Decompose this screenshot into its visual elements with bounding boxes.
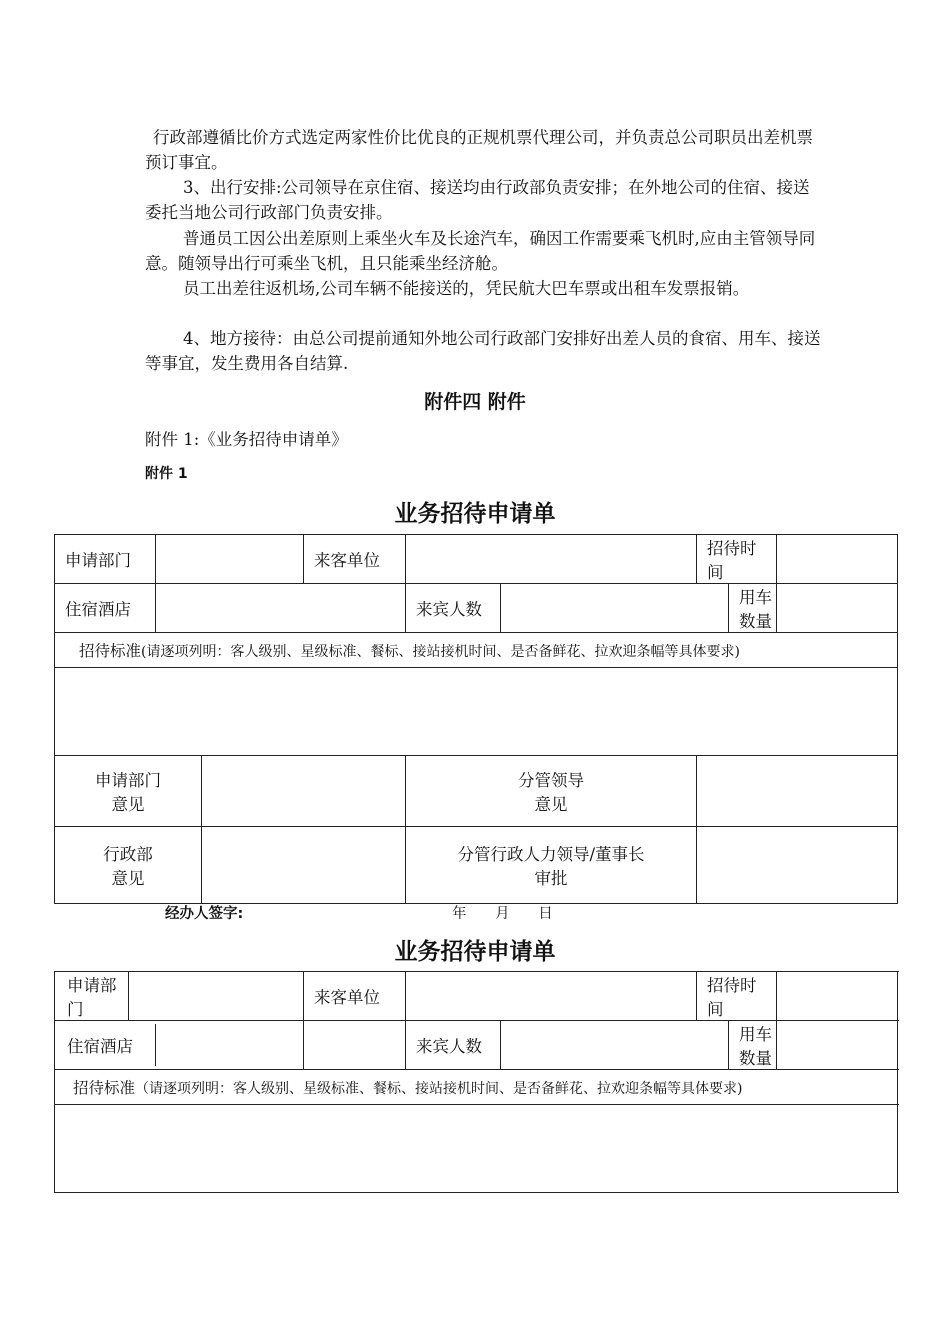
form1-table — [54, 534, 898, 904]
attachment-line: 附件 1:《业务招待申请单》 — [145, 430, 348, 449]
attachment-heading: 附件四 附件 — [424, 391, 526, 413]
form1-admin-opinion-field[interactable] — [202, 827, 406, 904]
form1-leader-opinion-label — [406, 756, 697, 827]
form1-guest-count-label: 来宾人数 — [406, 584, 501, 633]
signature-date: 年 月 日 — [452, 906, 553, 922]
form1-leader-opinion-field[interactable] — [697, 756, 898, 827]
form1-vehicle-label: 用车数量 — [729, 584, 777, 633]
form2-time-field[interactable] — [777, 972, 898, 1021]
form1-hotel-label: 住宿酒店 — [55, 584, 156, 633]
form2-dept-field[interactable] — [129, 972, 304, 1021]
form2-dept-label: 申请部门 — [55, 972, 129, 1021]
form2-hotel-label: 住宿酒店 — [55, 1024, 156, 1066]
paragraph-transport-rules: 普通员工因公出差原则上乘坐火车及长途汽车，确因工作需要乘飞机时,应由主管领导同意。随领导出行可乘坐飞机，且只能乘坐经济舱。 — [145, 229, 816, 273]
form2-standard-label: 招待标准 — [73, 1079, 136, 1097]
form2-hotel-field[interactable] — [156, 1024, 303, 1066]
form1-standard-label: 招待标准 — [79, 642, 142, 660]
form2-guest-count-field[interactable] — [501, 1021, 729, 1070]
form1-time-field[interactable] — [777, 535, 898, 584]
form2-vehicle-field[interactable] — [777, 1021, 898, 1070]
form2-guest-unit-field[interactable] — [406, 972, 697, 1021]
form1-dept-opinion-l2: 意见 — [111, 795, 145, 814]
form1-standard-field[interactable] — [55, 668, 898, 756]
form1-time-label: 招待时间 — [697, 535, 777, 584]
form2-guest-count-label: 来宾人数 — [406, 1021, 501, 1070]
form1-hr-approval-l1: 分管行政人力领导/董事长 — [457, 845, 645, 864]
form1-dept-field[interactable] — [156, 535, 304, 584]
form2-time-label: 招待时间 — [697, 972, 777, 1021]
form1-dept-opinion-label — [55, 756, 202, 827]
paragraph-local-reception: 4、地方接待：由总公司提前通知外地公司行政部门安排好出差人员的食宿、用车、接送等事宜，发生费用各自结算. — [145, 329, 821, 373]
form1-leader-opinion-l2: 意见 — [534, 795, 568, 814]
form1-dept-opinion-l1: 申请部门 — [95, 771, 161, 790]
form1-hr-approval-l2: 审批 — [534, 869, 568, 888]
signature-label: 经办人签字: — [165, 906, 244, 922]
paragraph-airport-transfer: 员工出差往返机场,公司车辆不能接送的，凭民航大巴车票或出租车发票报销。 — [183, 279, 750, 298]
form1-admin-opinion-label — [55, 827, 202, 904]
form2-hotel-row-left — [55, 1021, 304, 1070]
form1-hotel-field[interactable] — [156, 584, 406, 633]
form2-standard-row — [55, 1070, 898, 1105]
form1-guest-unit-label: 来客单位 — [304, 535, 406, 584]
form2-hotel-field-ext[interactable] — [304, 1021, 406, 1070]
form2-vehicle-label: 用车数量 — [729, 1021, 777, 1070]
form1-admin-opinion-l1: 行政部 — [103, 845, 153, 864]
form2-table — [54, 971, 898, 1193]
form2-title: 业务招待申请单 — [394, 939, 556, 965]
form1-hr-approval-label — [406, 827, 697, 904]
form1-guest-count-field[interactable] — [501, 584, 729, 633]
paragraph-travel-arrangement: 3、出行安排:公司领导在京住宿、接送均由行政部负责安排；在外地公司的住宿、接送委托当地公司行政部门负责安排。 — [145, 178, 810, 222]
form1-hr-approval-field[interactable] — [697, 827, 898, 904]
form2-standard-note: （请逐项列明：客人级别、星级标准、餐标、接站接机时间、是否备鲜花、拉欢迎条幅等具体要求) — [135, 1081, 743, 1097]
paragraph-ticket-agency: 行政部遵循比价方式选定两家性价比优良的正规机票代理公司，并负责总公司职员出差机票预订事宜。 — [145, 128, 813, 172]
form1-dept-opinion-field[interactable] — [202, 756, 406, 827]
form1-guest-unit-field[interactable] — [406, 535, 697, 584]
form2-guest-unit-label: 来客单位 — [304, 972, 406, 1021]
form1-title: 业务招待申请单 — [394, 501, 556, 527]
form1-standard-row — [55, 633, 898, 668]
form1-dept-label: 申请部门 — [55, 535, 156, 584]
form1-vehicle-field[interactable] — [777, 584, 898, 633]
form1-admin-opinion-l2: 意见 — [111, 869, 145, 888]
form1-leader-opinion-l1: 分管领导 — [518, 771, 584, 790]
form2-standard-field[interactable] — [55, 1105, 898, 1193]
form1-standard-note: (请逐项列明：客人级别、星级标准、餐标、接站接机时间、是否备鲜花、拉欢迎条幅等具体要求) — [141, 644, 740, 660]
attachment-label: 附件 1 — [145, 466, 188, 482]
